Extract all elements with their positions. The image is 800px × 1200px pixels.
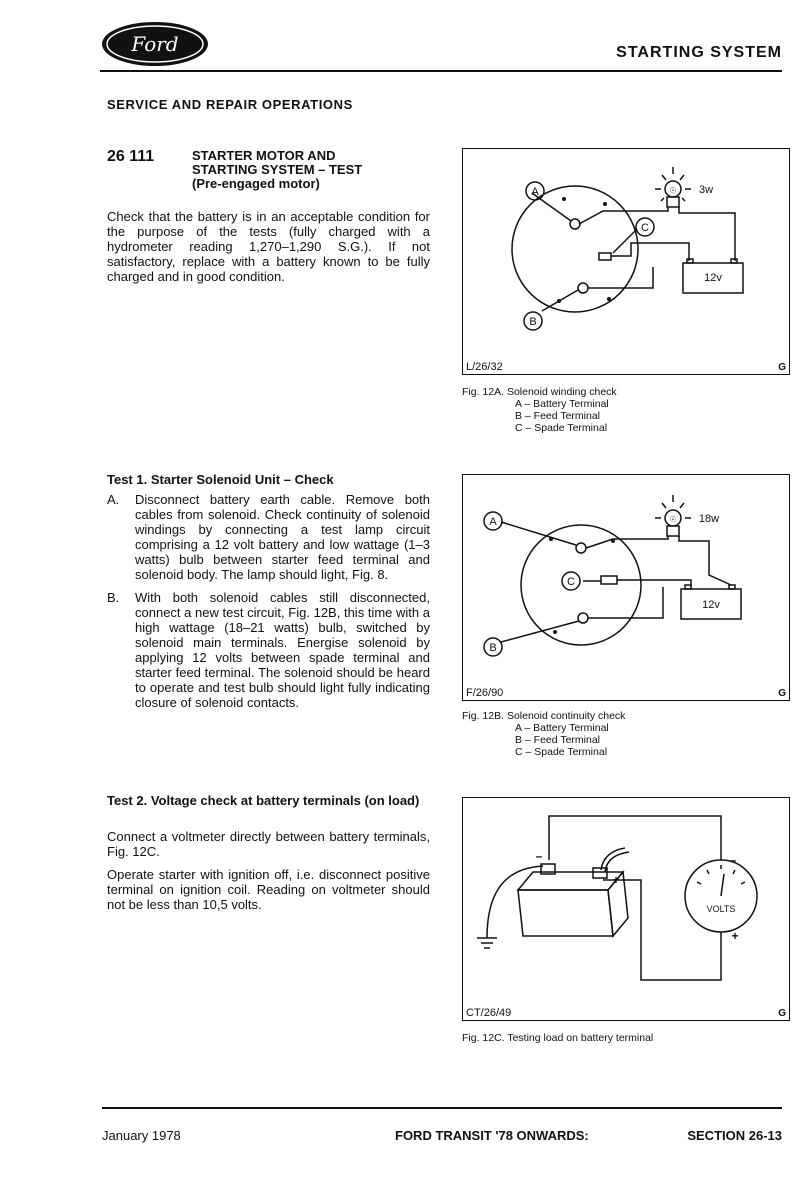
figure-reference: L/26/32	[466, 361, 503, 373]
fig-label-c: C	[567, 576, 575, 588]
test1-heading: Test 1. Starter Solenoid Unit – Check	[107, 472, 334, 487]
figure-12b	[462, 474, 790, 701]
footer-rule	[102, 1107, 782, 1109]
battery-label: 12v	[704, 272, 722, 284]
section-title	[192, 149, 432, 191]
list-item-text: With both solenoid cables still disconnected, connect a new test circuit, Fig. 12B, this time with a high wattage (18–21 watts) bulb, switched by solenoid main terminals. Energise solenoid by applying 12 volts between spade terminal and starter feed terminal. The solenoid should be heard to operate and test bulb should light fully indicating closure of solenoid contacts.	[135, 590, 430, 710]
battery-negative-sign: –	[535, 849, 543, 863]
meter-negative-sign: –	[729, 853, 737, 867]
header-rule	[100, 70, 782, 72]
caption-legend-item: C – Spade Terminal	[515, 746, 608, 758]
meter-positive-sign: +	[731, 929, 739, 943]
figure-12c	[462, 797, 790, 1021]
caption-title: Fig. 12A. Solenoid winding check	[462, 386, 617, 398]
section-title-line: STARTER MOTOR AND	[192, 148, 336, 163]
ford-logo	[100, 20, 210, 68]
section-number: 26 111	[107, 148, 155, 165]
solenoid-continuity-diagram	[463, 475, 789, 700]
battery-positive-sign: +	[612, 873, 620, 887]
caption-legend-item: A – Battery Terminal	[515, 398, 609, 410]
caption-legend-item: C – Spade Terminal	[515, 422, 608, 434]
bulb-glyph: ☉	[669, 515, 677, 524]
fig-label-b: B	[489, 642, 497, 654]
voltmeter-label: VOLTS	[706, 904, 736, 914]
bulb-glyph: ☉	[669, 186, 677, 195]
logo-text: Ford	[131, 32, 179, 56]
list-item-label: B.	[107, 590, 120, 605]
bulb-wattage: 18w	[698, 513, 720, 525]
page-section-title: STARTING SYSTEM	[616, 44, 782, 61]
list-item-label: A.	[107, 492, 120, 507]
caption-legend-item: B – Feed Terminal	[515, 734, 601, 746]
subheading: SERVICE AND REPAIR OPERATIONS	[107, 97, 353, 112]
footer-section: SECTION 26-13	[687, 1128, 782, 1143]
caption-legend-item: A – Battery Terminal	[515, 722, 609, 734]
list-item	[107, 492, 430, 582]
test1-list	[107, 492, 430, 718]
fig-label-c: C	[641, 222, 649, 234]
fig-label-a: A	[531, 186, 539, 198]
caption-title: Fig. 12C. Testing load on battery terminal	[462, 1032, 654, 1044]
figure-12b-caption	[462, 710, 625, 758]
test2-paragraph: Connect a voltmeter directly between battery terminals, Fig. 12C.	[107, 829, 430, 859]
copyright-mark: G	[778, 1008, 786, 1019]
battery-label: 12v	[702, 599, 720, 611]
caption-title: Fig. 12B. Solenoid continuity check	[462, 710, 626, 722]
fig-label-b: B	[529, 316, 537, 328]
list-item-text: Disconnect battery earth cable. Remove both cables from solenoid. Check continuity of solenoid windings by connecting a test lamp circuit comprising a 12 volt battery and low wattage (1–3 watts) bulb between starter feed terminal and solenoid body. The lamp should light, Fig. 8.	[135, 492, 430, 582]
solenoid-winding-diagram	[463, 149, 789, 374]
figure-reference: CT/26/49	[466, 1007, 512, 1019]
figure-reference: F/26/90	[466, 687, 504, 699]
fig-label-a: A	[489, 516, 497, 528]
list-item	[107, 590, 430, 710]
footer-date: January 1978	[102, 1128, 181, 1143]
battery-load-test-diagram	[463, 798, 789, 1020]
section-title-line: (Pre-engaged motor)	[192, 176, 320, 191]
copyright-mark: G	[778, 688, 786, 699]
intro-paragraph: Check that the battery is in an acceptable condition for the purpose of the tests (fully charged with a hydrometer reading 1,270–1,290 S.G.). If not satisfactory, replace with a battery known to be fully charged and in good condition.	[107, 209, 430, 284]
test2-heading: Test 2. Voltage check at battery terminals (on load)	[107, 793, 420, 808]
bulb-wattage: 3w	[698, 184, 714, 196]
caption-legend-item: B – Feed Terminal	[515, 410, 601, 422]
figure-12a	[462, 148, 790, 375]
section-title-line: STARTING SYSTEM – TEST	[192, 162, 363, 177]
figure-12c-caption	[462, 1032, 653, 1044]
test2-paragraph: Operate starter with ignition off, i.e. disconnect positive terminal on ignition coil. Reading on voltmeter should not be less than 10,5 volts.	[107, 867, 430, 912]
figure-12a-caption	[462, 386, 617, 434]
copyright-mark: G	[778, 362, 786, 373]
footer-model: FORD TRANSIT '78 ONWARDS:	[395, 1128, 589, 1143]
